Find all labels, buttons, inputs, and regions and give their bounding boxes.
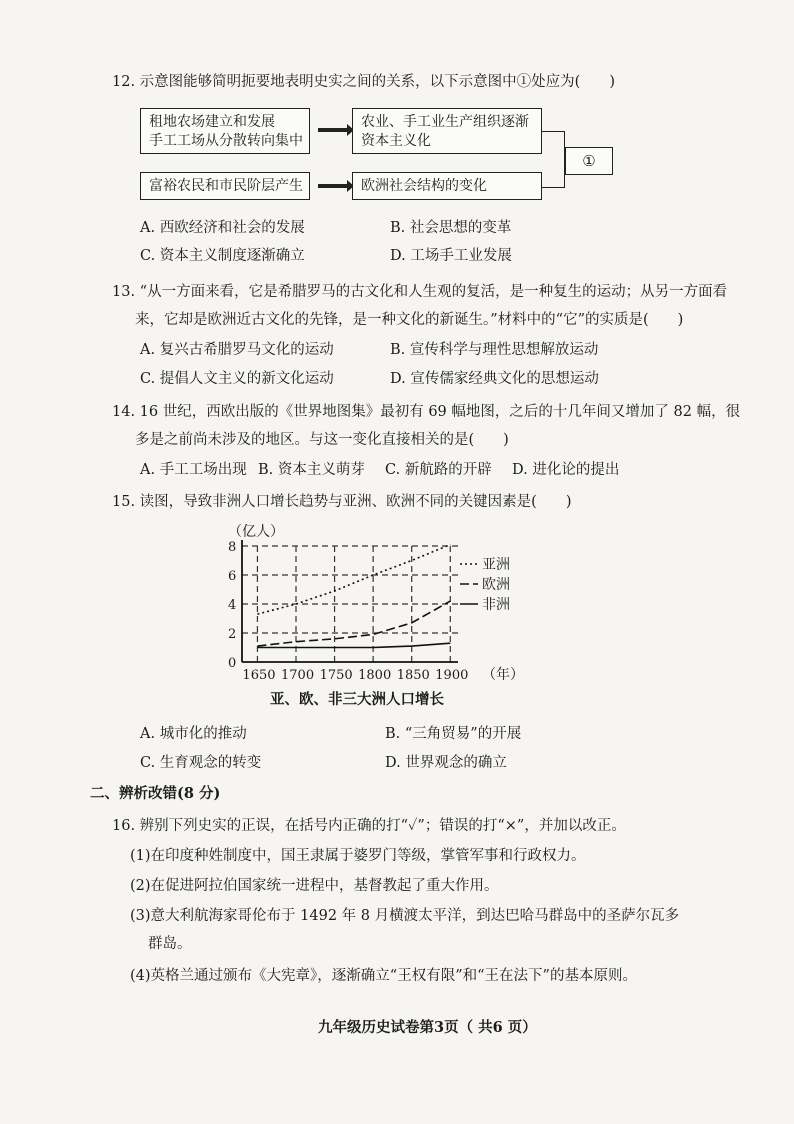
q15-option-a[interactable]: A. 城市化的推动 [140,726,247,742]
chart-title: 亚、欧、非三大洲人口增长 [270,691,444,708]
legend-label-1: 亚洲 [482,557,510,573]
chart-series [257,545,450,648]
q16-item-3-line-2: 群岛。 [148,936,192,952]
q12-box-2-line-1: 农业、手工业生产组织逐渐 [361,114,529,130]
y-tick-label: 0 [228,656,237,671]
q12-circle-label: ① [582,152,596,170]
q13-option-c[interactable]: C. 提倡人文主义的新文化运动 [140,371,334,387]
q13-option-d[interactable]: D. 宣传儒家经典文化的思想运动 [390,371,599,387]
q12-option-b[interactable]: B. 社会思想的变革 [390,220,512,236]
q12-box-3-text: 富裕农民和市民阶层产生 [149,178,303,194]
section-2-heading: 二、辨析改错(8 分) [90,785,221,802]
q15-option-b[interactable]: B. “三角贸易”的开展 [385,726,522,742]
legend-label-3: 非洲 [482,597,510,613]
q16-item-3-line-1: (3)意大利航海家哥伦布于 1492 年 8 月横渡太平洋，到达巴哈马群岛中的圣萨尔瓦多 [130,908,680,924]
q13-option-a[interactable]: A. 复兴古希腊罗马文化的运动 [140,342,334,358]
q14-option-c[interactable]: C. 新航路的开辟 [385,462,492,478]
chart-legend [460,557,510,613]
population-chart [220,518,550,718]
x-tick-label: 1750 [319,668,353,683]
q12-box-3 [140,172,310,200]
q14-stem-line-2: 多是之前尚未涉及的地区。与这一变化直接相关的是( ) [135,432,509,448]
y-tick-label: 8 [228,540,237,555]
q12-box-1-line-1: 租地农场建立和发展 [149,114,275,130]
x-tick-label: 1650 [242,668,276,683]
q12-box-4 [352,172,542,200]
y-tick-label: 4 [228,598,237,613]
x-tick-label: 1800 [358,668,392,683]
x-tick-label: 1700 [281,668,315,683]
page-footer: 九年级历史试卷第3页（ 共6 页） [318,1019,537,1036]
q15-option-c[interactable]: C. 生育观念的转变 [140,755,262,771]
q12-box-2 [352,108,542,154]
q12-answer-box [565,147,613,175]
q12-option-d[interactable]: D. 工场手工业发展 [390,248,512,264]
q12-box-2-line-2: 资本主义化 [361,133,431,149]
chart-y-axis-label: （亿人） [228,524,284,540]
q13-option-b[interactable]: B. 宣传科学与理性思想解放运动 [390,342,599,358]
q16-stem: 16. 辨别下列史实的正误，在括号内正确的打“✓”；错误的打“×”，并加以改正。 [112,818,626,834]
arrow-right-icon [318,128,348,132]
legend-label-2: 欧洲 [482,577,510,593]
x-tick-label: 1850 [396,668,430,683]
q16-item-4: (4)英格兰通过颁布《大宪章》，逐渐确立“王权有限”和“王在法下”的基本原则。 [130,968,637,984]
y-tick-label: 2 [228,627,237,642]
q12-box-1 [140,108,310,154]
q13-stem-line-1: 13. “从一方面来看，它是希腊罗马的古文化和人生观的复活，是一种复生的运动；从另一方面看 [112,284,728,300]
q14-stem-line-1: 14. 16 世纪，西欧出版的《世界地图集》最初有 69 幅地图，之后的十几年间又增加了 82 幅，很 [112,404,741,420]
q12-option-a[interactable]: A. 西欧经济和社会的发展 [140,220,305,236]
q13-stem-line-2: 来，它却是欧洲近古文化的先锋，是一种文化的新诞生。”材料中的“它”的实质是( ) [135,312,684,328]
q12-box-1-line-2: 手工工场从分散转向集中 [149,133,303,149]
q15-stem: 15. 读图，导致非洲人口增长趋势与亚洲、欧洲不同的关键因素是( ) [112,494,572,510]
series-line-3 [257,643,450,647]
q12-box-4-text: 欧洲社会结构的变化 [361,178,487,194]
x-tick-label: 1900 [435,668,469,683]
y-tick-label: 6 [228,569,237,584]
q12-stem: 12. 示意图能够简明扼要地表明史实之间的关系，以下示意图中①处应为( ) [112,74,615,90]
q12-bracket [542,131,565,188]
q14-option-a[interactable]: A. 手工工场出现 [140,462,247,478]
q12-option-c[interactable]: C. 资本主义制度逐渐确立 [140,248,305,264]
series-line-2 [257,601,450,646]
q15-option-d[interactable]: D. 世界观念的确立 [385,755,507,771]
q16-item-2: (2)在促进阿拉伯国家统一进程中，基督教起了重大作用。 [130,878,499,894]
q16-item-1: (1)在印度种姓制度中，国王隶属于婆罗门等级，掌管军事和行政权力。 [130,848,586,864]
q14-option-d[interactable]: D. 进化论的提出 [512,462,620,478]
arrow-right-icon [318,184,348,188]
chart-x-axis-label: （年） [482,667,524,683]
q14-option-b[interactable]: B. 资本主义萌芽 [258,462,365,478]
